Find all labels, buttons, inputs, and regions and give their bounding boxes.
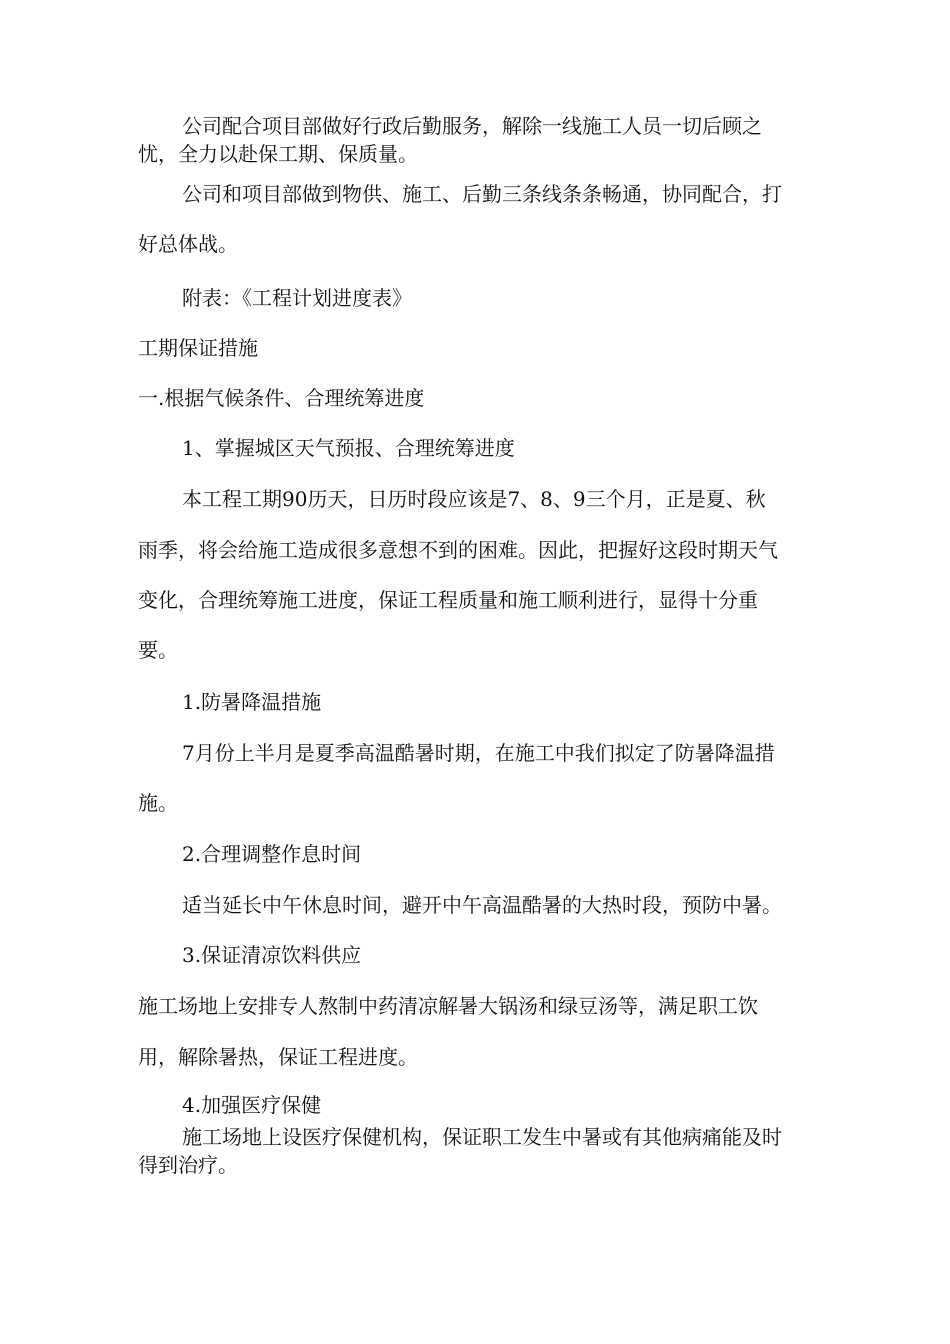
item-heading: 4.加强医疗保健 bbox=[182, 1093, 322, 1117]
item-heading: 1、掌握城区天气预报、合理统筹进度 bbox=[182, 436, 515, 460]
paragraph-line: 公司和项目部做到物供、施工、后勤三条线条条畅通，协同配合，打 bbox=[182, 182, 782, 206]
section-heading: 工期保证措施 bbox=[138, 336, 258, 360]
paragraph-line: 7月份上半月是夏季高温酷暑时期，在施工中我们拟定了防暑降温措 bbox=[182, 741, 775, 765]
paragraph-line: 忧，全力以赴保工期、保质量。 bbox=[138, 142, 418, 166]
paragraph-line: 用，解除暑热，保证工程进度。 bbox=[138, 1045, 418, 1069]
attachment-note: 附表：《工程计划进度表》 bbox=[182, 286, 412, 310]
paragraph-line: 施工场地上设医疗保健机构，保证职工发生中暑或有其他病痛能及时 bbox=[182, 1125, 782, 1149]
paragraph-line: 公司配合项目部做好行政后勤服务，解除一线施工人员一切后顾之 bbox=[182, 114, 762, 138]
paragraph-line: 要。 bbox=[138, 638, 178, 662]
paragraph-line: 适当延长中午休息时间，避开中午高温酷暑的大热时段，预防中暑。 bbox=[182, 893, 782, 917]
item-heading: 2.合理调整作息时间 bbox=[182, 842, 362, 866]
paragraph-line: 得到治疗。 bbox=[138, 1153, 238, 1177]
paragraph-line: 本工程工期90历天，日历时段应该是7、8、9三个月，正是夏、秋 bbox=[182, 487, 766, 511]
paragraph-line: 施。 bbox=[138, 791, 178, 815]
paragraph-line: 变化，合理统筹施工进度，保证工程质量和施工顺利进行，显得十分重 bbox=[138, 588, 758, 612]
paragraph-line: 施工场地上安排专人熬制中药清凉解暑大锅汤和绿豆汤等，满足职工饮 bbox=[138, 994, 758, 1018]
paragraph-line: 好总体战。 bbox=[138, 232, 238, 256]
subsection-heading: 一.根据气候条件、合理统筹进度 bbox=[138, 386, 425, 410]
item-heading: 1.防暑降温措施 bbox=[182, 690, 322, 714]
item-heading: 3.保证清凉饮料供应 bbox=[182, 943, 362, 967]
paragraph-line: 雨季，将会给施工造成很多意想不到的困难。因此，把握好这段时期天气 bbox=[138, 538, 778, 562]
